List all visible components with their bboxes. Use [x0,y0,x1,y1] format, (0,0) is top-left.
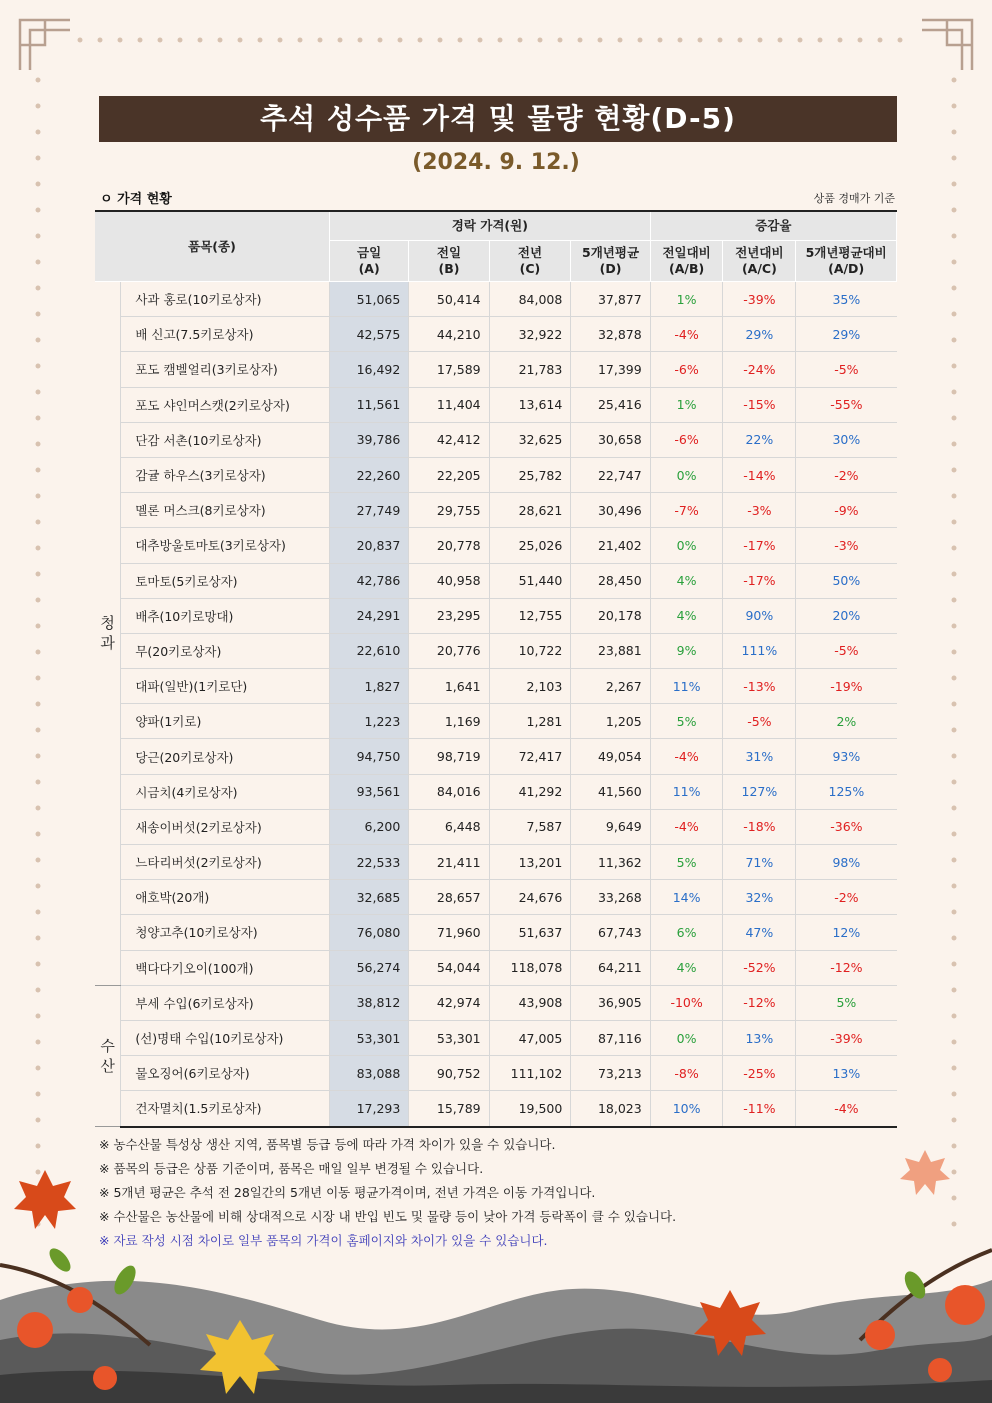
table-row [95,633,897,668]
price-avg5: 30,658 [571,422,650,457]
rate-vs-prev-day: 5% [650,704,723,739]
rate-vs-avg5: 13% [796,1056,897,1091]
rate-vs-prev-year: -25% [723,1056,796,1091]
item-name: 멜론 머스크(8키로상자) [121,493,330,528]
table-row [95,493,897,528]
price-avg5: 21,402 [571,528,650,563]
price-prev-year: 24,676 [489,880,571,915]
table-row [95,317,897,352]
rate-vs-prev-day: 1% [650,387,723,422]
rate-vs-avg5: -12% [796,950,897,985]
footnote-highlight: ※ 자료 작성 시점 차이로 일부 품목의 가격이 홈페이지와 차이가 있을 수 있습니다. [99,1233,548,1248]
item-name: 대추방울토마토(3키로상자) [121,528,330,563]
price-today: 76,080 [329,915,408,950]
price-prev-day: 42,974 [409,985,489,1020]
rate-vs-prev-year: -12% [723,985,796,1020]
price-today: 1,827 [329,669,408,704]
price-prev-year: 32,922 [489,317,571,352]
rate-vs-prev-day: 9% [650,633,723,668]
header-change-rate: 증감율 [650,211,896,241]
rate-vs-prev-day: 1% [650,282,723,317]
rate-vs-prev-day: 0% [650,457,723,492]
table-row [95,915,897,950]
header-vs-prev-day: 전일대비 (A/B) [650,241,723,282]
item-name: 배추(10키로망대) [121,598,330,633]
price-prev-day: 21,411 [409,845,489,880]
rate-vs-prev-day: -4% [650,739,723,774]
price-prev-year: 41,292 [489,774,571,809]
table-row [95,282,897,317]
price-prev-day: 29,755 [409,493,489,528]
price-today: 24,291 [329,598,408,633]
table-body [95,282,897,1127]
price-prev-day: 1,641 [409,669,489,704]
price-avg5: 30,496 [571,493,650,528]
rate-vs-avg5: -55% [796,387,897,422]
price-avg5: 49,054 [571,739,650,774]
table-row [95,1020,897,1055]
rate-vs-prev-day: 0% [650,1020,723,1055]
price-avg5: 25,416 [571,387,650,422]
price-today: 42,575 [329,317,408,352]
price-today: 39,786 [329,422,408,457]
rate-vs-prev-year: 29% [723,317,796,352]
price-today: 27,749 [329,493,408,528]
rate-vs-prev-day: -4% [650,317,723,352]
price-prev-year: 10,722 [489,633,571,668]
section-title: ㅇ 가격 현황 [100,192,172,207]
price-prev-year: 1,281 [489,704,571,739]
price-prev-day: 84,016 [409,774,489,809]
price-avg5: 32,878 [571,317,650,352]
rate-vs-avg5: -2% [796,880,897,915]
price-prev-day: 20,776 [409,633,489,668]
footnote: ※ 품목의 등급은 상품 기준이며, 품목은 매일 일부 변경될 수 있습니다. [99,1161,484,1176]
rate-vs-prev-day: -6% [650,422,723,457]
rate-vs-avg5: 35% [796,282,897,317]
price-avg5: 2,267 [571,669,650,704]
rate-vs-avg5: 98% [796,845,897,880]
rate-vs-prev-year: 127% [723,774,796,809]
rate-vs-prev-year: 22% [723,422,796,457]
rate-vs-prev-day: 4% [650,950,723,985]
item-name: 청양고추(10키로상자) [121,915,330,950]
price-today: 56,274 [329,950,408,985]
rate-vs-prev-day: 0% [650,528,723,563]
header-item: 품목(종) [95,211,329,282]
table-row [95,880,897,915]
rate-vs-prev-year: 32% [723,880,796,915]
rate-vs-prev-year: 90% [723,598,796,633]
price-avg5: 64,211 [571,950,650,985]
price-prev-year: 118,078 [489,950,571,985]
item-name: 당근(20키로상자) [121,739,330,774]
item-name: 물오징어(6키로상자) [121,1056,330,1091]
table-row [95,422,897,457]
rate-vs-prev-day: -4% [650,809,723,844]
rate-vs-prev-day: 4% [650,598,723,633]
item-name: 포도 샤인머스캣(2키로상자) [121,387,330,422]
table-row [95,739,897,774]
price-today: 94,750 [329,739,408,774]
rate-vs-avg5: -19% [796,669,897,704]
price-prev-year: 32,625 [489,422,571,457]
rate-vs-prev-year: -5% [723,704,796,739]
header-vs-prev-year: 전년대비 (A/C) [723,241,796,282]
rate-vs-prev-day: 11% [650,669,723,704]
price-today: 93,561 [329,774,408,809]
rate-vs-avg5: 93% [796,739,897,774]
rate-vs-prev-day: 5% [650,845,723,880]
table-row [95,704,897,739]
table-row [95,669,897,704]
rate-vs-avg5: -9% [796,493,897,528]
item-name: 무(20키로상자) [121,633,330,668]
price-prev-day: 98,719 [409,739,489,774]
price-avg5: 37,877 [571,282,650,317]
footnotes [99,1133,899,1253]
price-avg5: 33,268 [571,880,650,915]
price-today: 22,533 [329,845,408,880]
rate-vs-avg5: -5% [796,352,897,387]
rate-vs-avg5: 125% [796,774,897,809]
price-today: 42,786 [329,563,408,598]
table-row [95,598,897,633]
price-prev-year: 51,440 [489,563,571,598]
section-note: 상품 경매가 기준 [813,192,895,205]
rate-vs-prev-day: 10% [650,1091,723,1127]
price-today: 20,837 [329,528,408,563]
price-avg5: 9,649 [571,809,650,844]
rate-vs-prev-year: -17% [723,528,796,563]
table-row [95,950,897,985]
rate-vs-prev-year: -13% [723,669,796,704]
rate-vs-avg5: -3% [796,528,897,563]
page-title: 추석 성수품 가격 및 물량 현황(D-5) [99,96,897,142]
item-name: 배 신고(7.5키로상자) [121,317,330,352]
price-prev-year: 12,755 [489,598,571,633]
item-name: 건자멸치(1.5키로상자) [121,1091,330,1127]
table-row [95,1091,897,1127]
rate-vs-avg5: 50% [796,563,897,598]
price-prev-year: 28,621 [489,493,571,528]
header-prev-year: 전년 (C) [489,241,571,282]
item-name: 포도 캠벨얼리(3키로상자) [121,352,330,387]
rate-vs-prev-year: 111% [723,633,796,668]
price-today: 22,610 [329,633,408,668]
price-today: 51,065 [329,282,408,317]
price-avg5: 20,178 [571,598,650,633]
price-prev-day: 15,789 [409,1091,489,1127]
price-prev-year: 51,637 [489,915,571,950]
rate-vs-prev-day: -6% [650,352,723,387]
rate-vs-prev-year: -24% [723,352,796,387]
header-vs-avg5: 5개년평균대비 (A/D) [796,241,897,282]
item-name: 단감 서촌(10키로상자) [121,422,330,457]
price-avg5: 17,399 [571,352,650,387]
rate-vs-avg5: -2% [796,457,897,492]
item-name: 토마토(5키로상자) [121,563,330,598]
price-prev-year: 2,103 [489,669,571,704]
table-row [95,809,897,844]
price-prev-year: 25,782 [489,457,571,492]
item-name: 감귤 하우스(3키로상자) [121,457,330,492]
header-today: 금일 (A) [329,241,408,282]
price-avg5: 41,560 [571,774,650,809]
rate-vs-avg5: 2% [796,704,897,739]
price-prev-day: 90,752 [409,1056,489,1091]
price-avg5: 23,881 [571,633,650,668]
price-prev-day: 54,044 [409,950,489,985]
rate-vs-avg5: -39% [796,1020,897,1055]
rate-vs-avg5: 12% [796,915,897,950]
price-today: 16,492 [329,352,408,387]
rate-vs-prev-year: 47% [723,915,796,950]
price-prev-day: 22,205 [409,457,489,492]
price-today: 1,223 [329,704,408,739]
rate-vs-prev-year: -14% [723,457,796,492]
price-prev-year: 47,005 [489,1020,571,1055]
price-avg5: 11,362 [571,845,650,880]
footnote: ※ 수산물은 농산물에 비해 상대적으로 시장 내 반입 빈도 및 물량 등이 낮아 가격 등락폭이 클 수 있습니다. [99,1209,677,1224]
table-row [95,457,897,492]
price-prev-year: 25,026 [489,528,571,563]
table-row [95,845,897,880]
price-prev-year: 84,008 [489,282,571,317]
price-prev-day: 23,295 [409,598,489,633]
item-name: 애호박(20개) [121,880,330,915]
item-name: (선)명태 수입(10키로상자) [121,1020,330,1055]
price-prev-day: 28,657 [409,880,489,915]
table-row [95,528,897,563]
price-prev-day: 50,414 [409,282,489,317]
header-avg5: 5개년평균 (D) [571,241,650,282]
price-prev-day: 20,778 [409,528,489,563]
table-row [95,352,897,387]
rate-vs-prev-year: -18% [723,809,796,844]
item-name: 부세 수입(6키로상자) [121,985,330,1020]
rate-vs-prev-year: -39% [723,282,796,317]
price-today: 53,301 [329,1020,408,1055]
price-table [95,210,897,1128]
item-name: 느타리버섯(2키로상자) [121,845,330,880]
item-name: 대파(일반)(1키로단) [121,669,330,704]
rate-vs-prev-day: -8% [650,1056,723,1091]
rate-vs-prev-day: 4% [650,563,723,598]
footnote: ※ 농수산물 특성상 생산 지역, 품목별 등급 등에 따라 가격 차이가 있을 수 있습니다. [99,1137,556,1152]
price-prev-day: 6,448 [409,809,489,844]
rate-vs-avg5: -36% [796,809,897,844]
table-row [95,387,897,422]
rate-vs-prev-year: -52% [723,950,796,985]
price-today: 32,685 [329,880,408,915]
rate-vs-prev-year: -11% [723,1091,796,1127]
header-prev-day: 전일 (B) [409,241,489,282]
footnote: ※ 5개년 평균은 추석 전 28일간의 5개년 이동 평균가격이며, 전년 가격은 이동 가격입니다. [99,1185,596,1200]
rate-vs-prev-day: 11% [650,774,723,809]
price-avg5: 1,205 [571,704,650,739]
price-prev-year: 19,500 [489,1091,571,1127]
report-date: (2024. 9. 12.) [412,150,580,175]
item-name: 양파(1키로) [121,704,330,739]
item-name: 백다다기오이(100개) [121,950,330,985]
rate-vs-prev-year: 71% [723,845,796,880]
rate-vs-prev-day: -7% [650,493,723,528]
rate-vs-avg5: -4% [796,1091,897,1127]
price-avg5: 18,023 [571,1091,650,1127]
price-today: 17,293 [329,1091,408,1127]
price-avg5: 28,450 [571,563,650,598]
table-row [95,985,897,1020]
price-prev-day: 40,958 [409,563,489,598]
rate-vs-avg5: 30% [796,422,897,457]
category-produce: 청 과 [95,282,121,986]
rate-vs-prev-day: 6% [650,915,723,950]
price-today: 83,088 [329,1056,408,1091]
rate-vs-prev-year: 13% [723,1020,796,1055]
price-prev-day: 11,404 [409,387,489,422]
price-prev-day: 17,589 [409,352,489,387]
price-today: 38,812 [329,985,408,1020]
rate-vs-avg5: 5% [796,985,897,1020]
price-prev-day: 53,301 [409,1020,489,1055]
price-today: 11,561 [329,387,408,422]
rate-vs-prev-year: -15% [723,387,796,422]
rate-vs-prev-day: -10% [650,985,723,1020]
price-avg5: 67,743 [571,915,650,950]
price-prev-day: 71,960 [409,915,489,950]
price-avg5: 22,747 [571,457,650,492]
table-row [95,563,897,598]
price-prev-year: 72,417 [489,739,571,774]
price-avg5: 87,116 [571,1020,650,1055]
rate-vs-prev-day: 14% [650,880,723,915]
price-prev-day: 1,169 [409,704,489,739]
price-prev-year: 43,908 [489,985,571,1020]
rate-vs-avg5: -5% [796,633,897,668]
rate-vs-avg5: 29% [796,317,897,352]
rate-vs-avg5: 20% [796,598,897,633]
rate-vs-prev-year: -17% [723,563,796,598]
rate-vs-prev-year: 31% [723,739,796,774]
item-name: 사과 홍로(10키로상자) [121,282,330,317]
price-prev-day: 44,210 [409,317,489,352]
price-prev-day: 42,412 [409,422,489,457]
price-prev-year: 13,614 [489,387,571,422]
category-seafood: 수 산 [95,985,121,1126]
price-today: 6,200 [329,809,408,844]
header-auction-price: 경락 가격(원) [329,211,650,241]
item-name: 시금치(4키로상자) [121,774,330,809]
table-row [95,1056,897,1091]
rate-vs-prev-year: -3% [723,493,796,528]
price-prev-year: 13,201 [489,845,571,880]
table-row [95,774,897,809]
price-prev-year: 21,783 [489,352,571,387]
item-name: 새송이버섯(2키로상자) [121,809,330,844]
price-avg5: 36,905 [571,985,650,1020]
price-prev-year: 7,587 [489,809,571,844]
price-today: 22,260 [329,457,408,492]
price-avg5: 73,213 [571,1056,650,1091]
price-prev-year: 111,102 [489,1056,571,1091]
